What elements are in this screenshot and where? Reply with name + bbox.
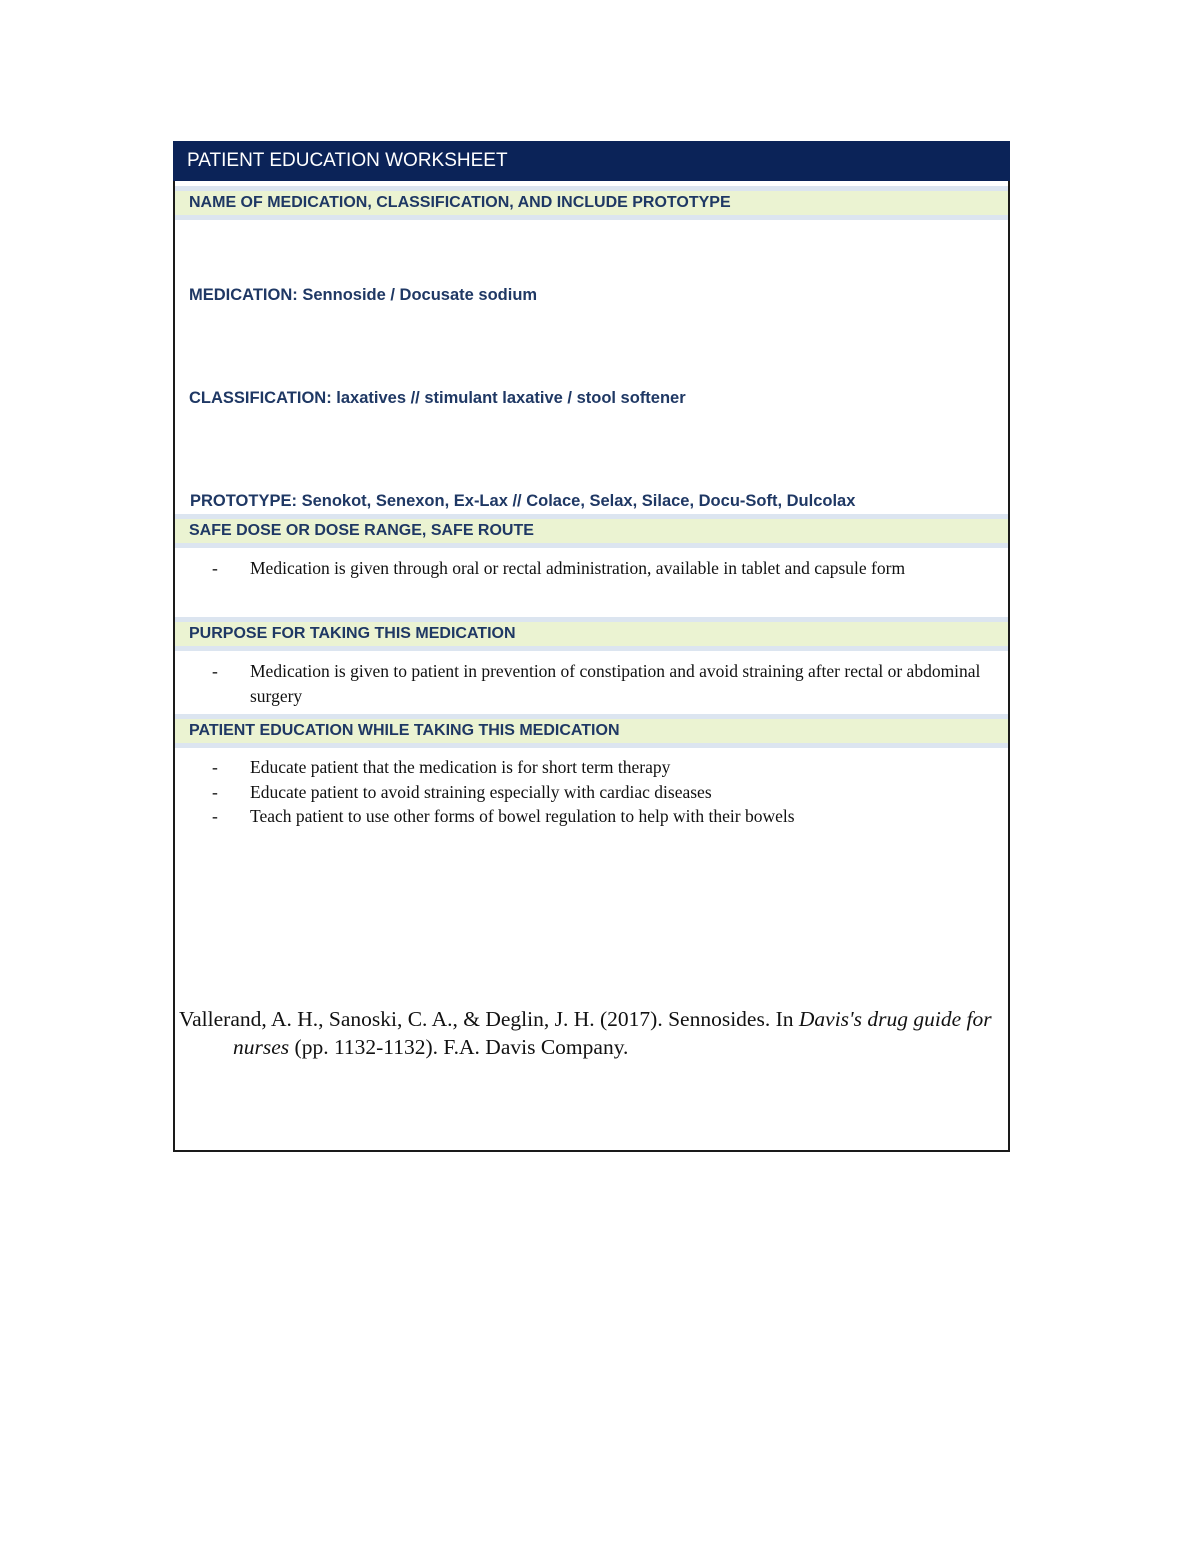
bullet-marker: - (212, 806, 218, 826)
section-header-name: NAME OF MEDICATION, CLASSIFICATION, AND INCLUDE PROTOTYPE (175, 186, 1008, 220)
prototype-label: PROTOTYPE: (190, 492, 297, 510)
bullet-marker: - (212, 757, 218, 777)
bullet-marker: - (212, 558, 218, 578)
list-item (212, 556, 1012, 581)
classification-label: CLASSIFICATION: (189, 389, 332, 407)
dose-list (212, 556, 1012, 581)
section-header-dose: SAFE DOSE OR DOSE RANGE, SAFE ROUTE (175, 514, 1008, 548)
list-item-text: Medication is given through oral or rectal administration, available in tablet and capsule form (250, 558, 906, 578)
medication-label: MEDICATION: (189, 286, 298, 304)
list-item (212, 755, 1012, 780)
section-header-education: PATIENT EDUCATION WHILE TAKING THIS MEDICATION (175, 714, 1008, 748)
list-item (212, 804, 1012, 829)
worksheet-title: PATIENT EDUCATION WORKSHEET (173, 141, 1010, 181)
prototype-value: Senokot, Senexon, Ex-Lax // Colace, Selax, Silace, Docu-Soft, Dulcolax (301, 492, 856, 510)
list-item-text: Teach patient to use other forms of bowel regulation to help with their bowels (250, 806, 795, 826)
classification-value: laxatives // stimulant laxative / stool softener (336, 389, 686, 407)
citation-book-title: Davis's drug guide for nurses (233, 1007, 992, 1059)
medication-value: Sennoside / Docusate sodium (302, 286, 538, 304)
bullet-marker: - (212, 781, 218, 802)
bullet-marker: - (212, 661, 218, 681)
list-item (212, 780, 1012, 805)
classification-field (189, 389, 686, 408)
purpose-list (212, 659, 1002, 708)
prototype-field (190, 492, 855, 511)
citation-publisher: (pp. 1132-1132). F.A. Davis Company. (289, 1035, 629, 1059)
medication-field (189, 286, 537, 305)
reference-citation (179, 1005, 1043, 1061)
list-item (212, 659, 1002, 708)
list-item-text: Educate patient to avoid straining especially with cardiac diseases (250, 781, 712, 802)
citation-authors: Vallerand, A. H., Sanoski, C. A., & Deglin, J. H. (2017). Sennosides. In (179, 1007, 799, 1031)
education-list (212, 755, 1012, 829)
section-header-purpose: PURPOSE FOR TAKING THIS MEDICATION (175, 617, 1008, 651)
list-item-text: Medication is given to patient in prevention of constipation and avoid straining after rectal or abdominal surgery (250, 661, 981, 706)
list-item-text: Educate patient that the medication is for short term therapy (250, 757, 671, 777)
